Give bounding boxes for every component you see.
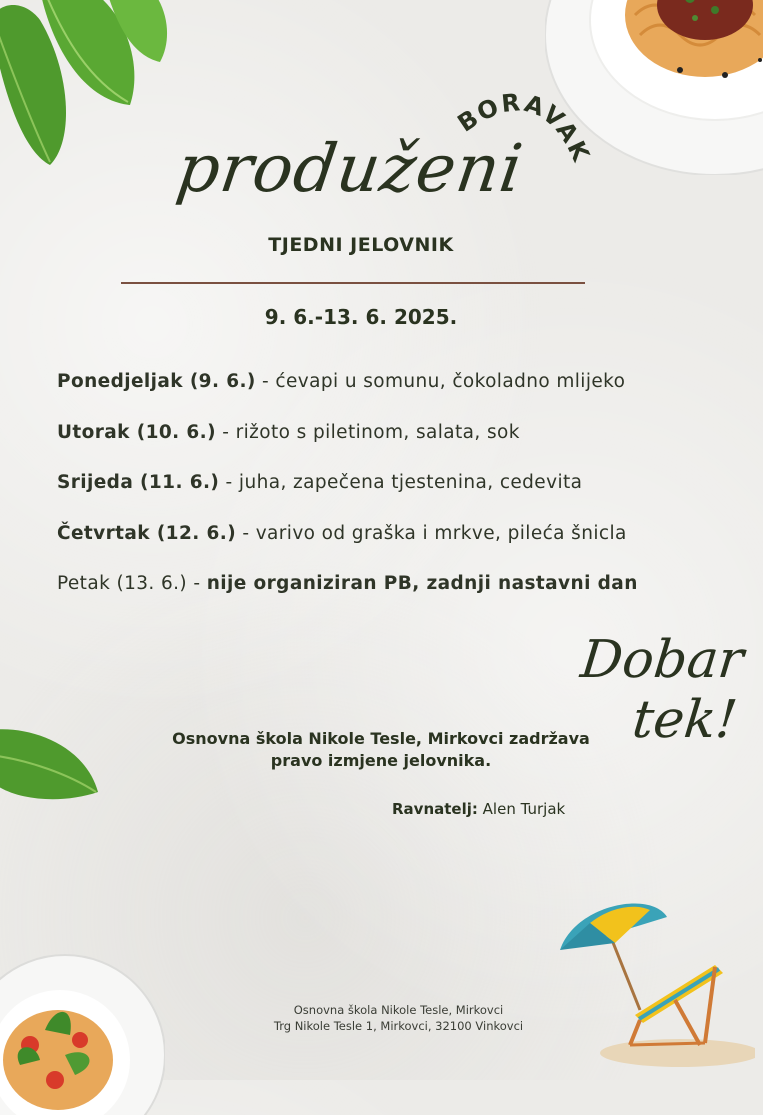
closing-greeting: Dobar tek! bbox=[577, 630, 747, 750]
footer-line-1: Osnovna škola Nikole Tesle, Mirkovci bbox=[293, 1003, 504, 1017]
menu-row-friday bbox=[57, 572, 757, 623]
menu-day: Utorak (10. 6.) bbox=[57, 421, 216, 443]
notice-line-2: pravo izmjene jelovnika. bbox=[270, 751, 492, 770]
director-name: Alen Turjak bbox=[482, 800, 566, 818]
arc-word-text: BORAVAK bbox=[452, 88, 596, 168]
script-title: produženi bbox=[172, 130, 528, 207]
notice bbox=[100, 728, 662, 772]
menu-meal: juha, zapečena tjestenina, cedevita bbox=[238, 472, 583, 493]
page-subtitle: TJEDNI JELOVNIK bbox=[268, 234, 454, 256]
menu-row-tuesday bbox=[57, 421, 757, 472]
date-range: 9. 6.-13. 6. 2025. bbox=[264, 305, 458, 329]
menu-day: Četvrtak (12. 6.) bbox=[57, 522, 237, 544]
menu-meal: varivo od graška i mrkve, pileća šnicla bbox=[255, 522, 627, 544]
menu-day: Ponedjeljak (9. 6.) bbox=[57, 371, 256, 392]
notice-line-1: Osnovna škola Nikole Tesle, Mirkovci zadržava bbox=[172, 729, 590, 748]
divider-line bbox=[121, 282, 585, 284]
director-label: Ravnatelj: bbox=[392, 800, 478, 818]
menu-separator: - bbox=[219, 472, 239, 493]
menu-row-thursday bbox=[57, 522, 757, 573]
menu-row-wednesday bbox=[57, 471, 757, 522]
menu-meal: ćevapi u somunu, čokoladno mlijeko bbox=[275, 371, 626, 392]
menu-separator: - bbox=[236, 522, 256, 544]
menu-meal: nije organiziran PB, zadnji nastavni dan bbox=[206, 573, 638, 594]
footer-line-2: Trg Nikole Tesle 1, Mirkovci, 32100 Vinkovci bbox=[273, 1019, 524, 1033]
spinach-leaves-icon bbox=[0, 0, 180, 180]
menu-separator: - bbox=[215, 421, 236, 443]
spinach-leaf-icon bbox=[0, 720, 105, 810]
weekly-menu bbox=[57, 370, 757, 623]
menu-separator: - bbox=[187, 573, 207, 594]
menu-meal: rižoto s piletinom, salata, sok bbox=[235, 421, 520, 443]
menu-separator: - bbox=[255, 371, 276, 392]
menu-day: Petak (13. 6.) bbox=[57, 573, 188, 594]
beach-umbrella-icon bbox=[555, 895, 755, 1070]
menu-day: Srijeda (11. 6.) bbox=[57, 472, 220, 493]
footer-address bbox=[0, 1002, 763, 1034]
director-signature bbox=[392, 800, 565, 818]
menu-row-monday bbox=[57, 370, 757, 421]
